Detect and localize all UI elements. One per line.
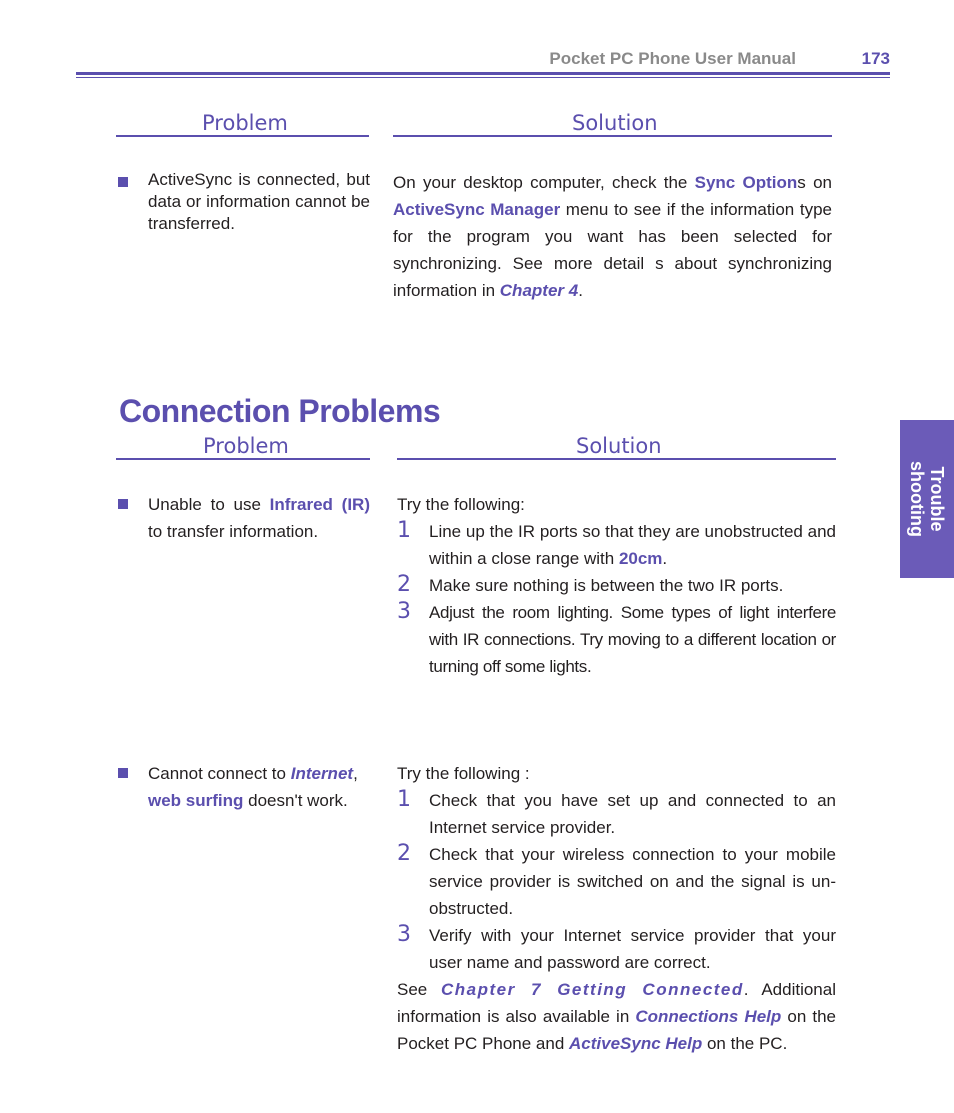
step-text: Line up the IR ports so that they are unobstructed and within a close range with 20cm. (429, 522, 836, 568)
side-tab-line1: Trouble (927, 466, 947, 532)
step-number: 2 (397, 572, 411, 597)
solution-text: On your desktop computer, check the Sync Options on ActiveSync Manager menu to see if the information type for the program you want has been selected for synchronizing. See more detail s about synchronizing information in Chapter 4. (393, 173, 832, 300)
step-number: 1 (397, 518, 411, 543)
activesync-help-reference: ActiveSync Help (569, 1034, 703, 1053)
problem-column-heading: Problem (116, 436, 370, 460)
section-title: Connection Problems (119, 393, 441, 429)
activesync-manager-term: ActiveSync Manager (393, 200, 561, 219)
solution-intro: Try the following : (397, 764, 530, 783)
problem-column-heading: Problem (116, 113, 369, 137)
step-text: Make sure nothing is between the two IR ports. (429, 576, 784, 595)
solution-column-heading: Solution (393, 113, 832, 137)
step-number: 3 (397, 599, 411, 624)
solution-column-heading: Solution (397, 436, 836, 460)
header-rule (76, 72, 890, 75)
distance-term: 20cm (618, 549, 663, 568)
infrared-term: Infrared (IR) (269, 495, 370, 514)
chapter-side-tab (900, 420, 954, 578)
problem-text: Unable to use Infrared (IR) to transfer information. (148, 495, 370, 541)
sync-options-link: Sync Option (694, 173, 798, 192)
step-text: Verify with your Internet service provider that your user name and password are correct. (429, 926, 836, 972)
step-number: 3 (397, 922, 411, 947)
see-also-text: See Chapter 7 Getting Connected. Additional information is also available in Connections Help on the Pocket PC Phone and ActiveSync Help on the PC. (397, 980, 836, 1053)
chapter-4-reference: Chapter 4 (499, 281, 579, 300)
solution-intro: Try the following: (397, 495, 525, 514)
step-text: Adjust the room lighting. Some types of light interfere with IR connections. Try moving to a different location or turning off some lights. (429, 603, 836, 676)
running-header-title: Pocket PC Phone User Manual (549, 49, 796, 68)
web-surfing-term: web surfing (148, 791, 244, 810)
step-number: 1 (397, 787, 411, 812)
problem-text: ActiveSync is connected, but data or information cannot be transferred. (148, 170, 370, 233)
header-rule-thin (76, 77, 890, 78)
side-tab-line2: shooting (907, 461, 927, 537)
step-number: 2 (397, 841, 411, 866)
bullet-square-icon (118, 177, 128, 187)
bullet-square-icon (118, 768, 128, 778)
page-number: 173 (861, 49, 890, 68)
step-text: Check that your wireless connection to your mobile service provider is switched on and the signal is un-obstructed. (429, 845, 836, 918)
internet-term: Internet (290, 764, 354, 783)
problem-text: Cannot connect to Internet, web surfing doesn't work. (148, 764, 358, 810)
step-text: Check that you have set up and connected to an Internet service provider. (429, 791, 836, 837)
connections-help-reference: Connections Help (635, 1007, 782, 1026)
chapter-7-reference: Chapter 7 Getting Connected (441, 980, 744, 999)
bullet-square-icon (118, 499, 128, 509)
